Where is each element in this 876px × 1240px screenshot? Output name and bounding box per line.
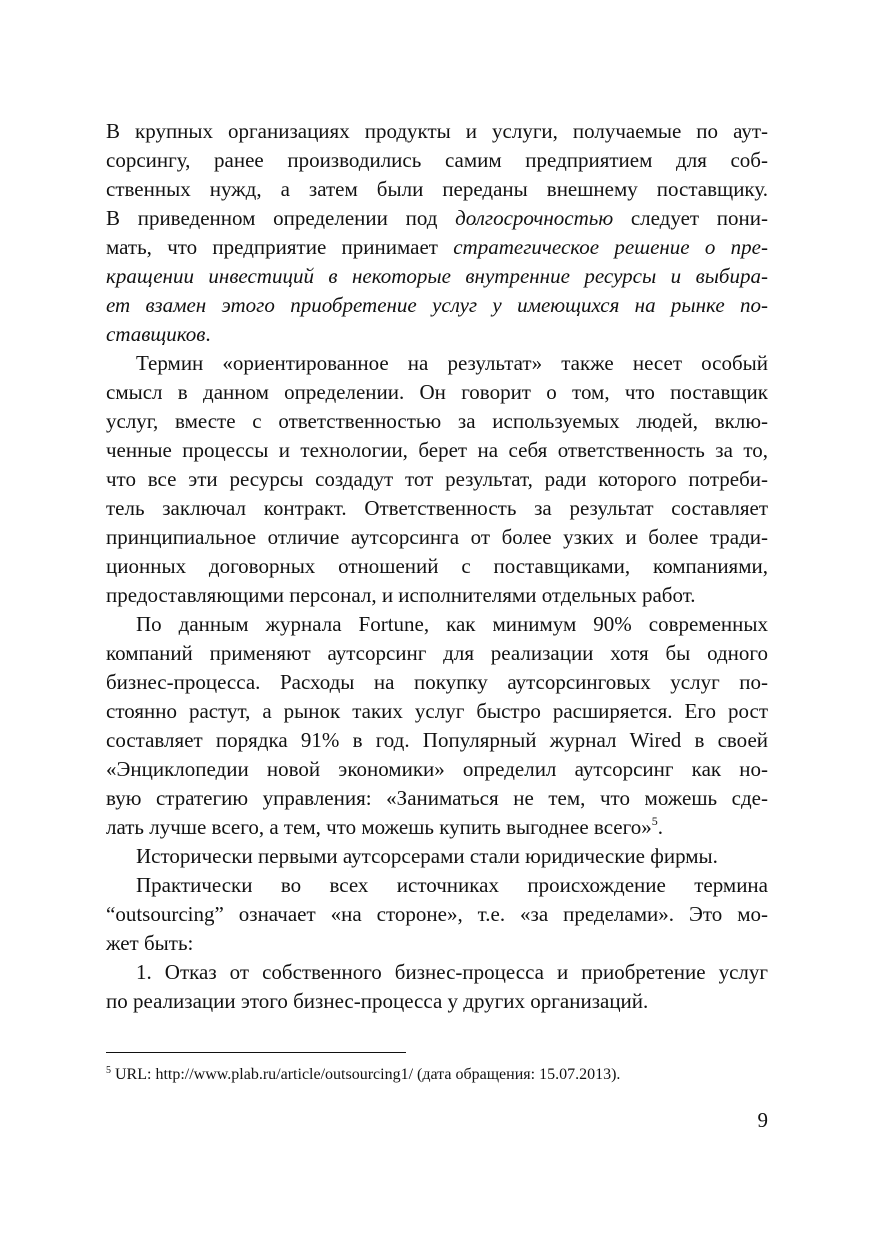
text-line: ционных договорных отношений с поставщиками, компаниями, (106, 554, 768, 578)
text-line: “outsourcing” означает «на стороне», т.е. «за пределами». Это мо- (106, 902, 768, 926)
text-line: услуг, вместе с ответственностью за используемых людей, вклю- (106, 409, 768, 433)
text-line: бизнес-процесса. Расходы на покупку аутсорсинговых услуг по- (106, 670, 768, 694)
italic-phrase: стратегическое решение о пре- (453, 235, 768, 259)
footnote-reference[interactable]: 5 (651, 814, 658, 828)
text-line: компаний применяют аутсорсинг для реализации хотя бы одного (106, 641, 768, 665)
text-line: В приведенном определении под долгосрочностью следует пони- (106, 206, 768, 230)
text-line: составляет порядка 91% в год. Популярный журнал Wired в своей (106, 728, 768, 752)
text-line: лать лучше всего, а тем, что можешь купить выгоднее всего»$^5$. (106, 814, 663, 839)
text-line: Практически во всех источниках происхождение термина (136, 873, 768, 897)
text-line: «Энциклопедии новой экономики» определил аутсорсинг как но- (106, 757, 768, 781)
text-line: Термин «ориентированное на результат» также несет особый (136, 351, 768, 375)
text-line: вую стратегию управления: «Заниматься не тем, что можешь сде- (106, 786, 768, 810)
footnote-separator (106, 1052, 406, 1053)
text-line: по реализации этого бизнес-процесса у других организаций. (106, 989, 649, 1013)
text-line: смысл в данном определении. Он говорит о том, что поставщик (106, 380, 768, 404)
text-line (106, 262, 768, 291)
text-line: сорсингу, ранее производились самим предприятием для соб- (106, 148, 768, 172)
footnote-marker: 5 (106, 1065, 111, 1076)
footnote-text: URL: http://www.plab.ru/article/outsourcing1/ (дата обращения: 15.07.2013). (111, 1066, 621, 1083)
text-line: принципиальное отличие аутсорсинга от более узких и более тради- (106, 525, 768, 549)
italic-phrase: ет взамен этого приобретение услуг у имеющихся на рынке по- (106, 293, 768, 317)
text-line: Исторически первыми аутсорсерами стали юридические фирмы. (136, 844, 718, 868)
text-line: стоянно растут, а рынок таких услуг быстро расширяется. Его рост (106, 699, 768, 723)
text-line: что все эти ресурсы создадут тот результат, ради которого потреби- (106, 467, 768, 491)
text-line: 1. Отказ от собственного бизнес-процесса и приобретение услуг (136, 960, 768, 984)
text-line: ставщиков. (106, 322, 211, 346)
text-line: предоставляющими персонал, и исполнителями отдельных работ. (106, 583, 696, 607)
page-number: 9 (757, 1108, 768, 1132)
italic-phrase: ставщиков (106, 322, 206, 346)
italic-phrase: кращении инвестиций в некоторые внутренние ресурсы и выбира- (106, 264, 768, 288)
text-line (106, 291, 768, 320)
text-line: В крупных организациях продукты и услуги, получаемые по аут- (106, 119, 768, 143)
text-line: мать, что предприятие принимает стратегическое решение о пре- (106, 235, 768, 259)
text-line: жет быть: (106, 931, 194, 955)
footnote (106, 1064, 768, 1086)
text-line: По данным журнала Fortune, как минимум 90% современных (136, 612, 768, 636)
text-line: ственных нужд, а затем были переданы внешнему поставщику. (106, 177, 768, 201)
text-line: ченные процессы и технологии, берет на себя ответственность за то, (106, 438, 768, 462)
text-line: тель заключал контракт. Ответственность за результат составляет (106, 496, 768, 520)
italic-term: долгосрочностью (455, 206, 614, 230)
